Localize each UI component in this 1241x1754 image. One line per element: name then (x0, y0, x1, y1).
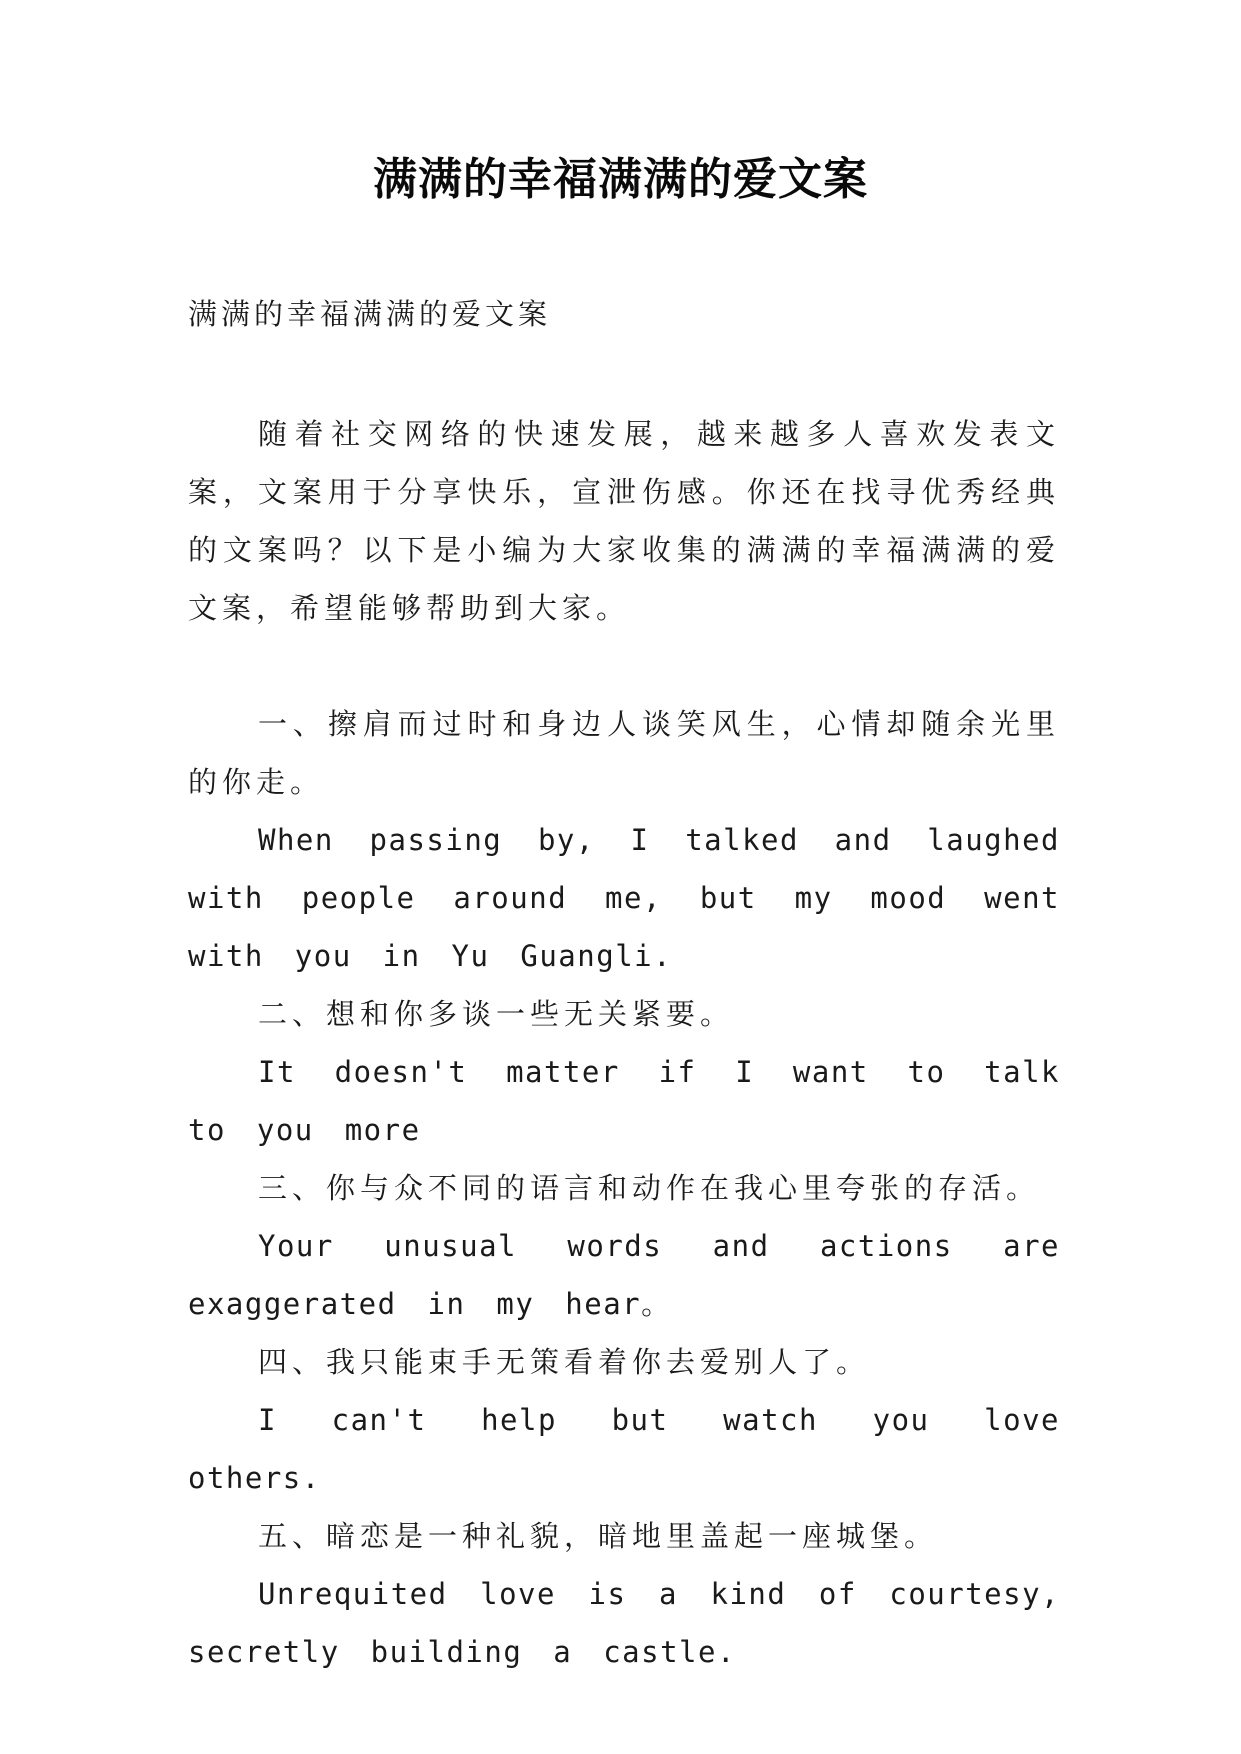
intro-paragraph: 随着社交网络的快速发展，越来越多人喜欢发表文案，文案用于分享快乐，宣泄伤感。你还在找寻优秀经典的文案吗？以下是小编为大家收集的满满的幸福满满的爱文案，希望能够帮助到大家。 (188, 417, 1060, 625)
entry-3-chinese: 三、你与众不同的语言和动作在我心里夸张的存活。 (258, 1171, 1041, 1205)
document-title: 满满的幸福满满的爱文案 (373, 154, 868, 205)
entry-1-chinese: 一、擦肩而过时和身边人谈笑风生，心情却随余光里的你走。 (188, 707, 1060, 799)
entry-3-english: Your unusual words and actions are exaggerated in my hear。 (188, 1229, 1060, 1321)
entry-4-chinese: 四、我只能束手无策看着你去爱别人了。 (258, 1345, 871, 1379)
entry-5-english: Unrequited love is a kind of courtesy, secretly building a castle. (188, 1577, 1060, 1669)
entry-2-english: It doesn't matter if I want to talk to you more (188, 1055, 1060, 1147)
entry-5-chinese: 五、暗恋是一种礼貌，暗地里盖起一座城堡。 (258, 1519, 939, 1553)
entry-list (188, 695, 1060, 1681)
entry-1-english: When passing by, I talked and laughed with people around me, but my mood went with you in Yu Guangli. (188, 823, 1060, 973)
entry-2-chinese: 二、想和你多谈一些无关紧要。 (258, 997, 735, 1031)
document-subtitle: 满满的幸福满满的爱文案 (188, 297, 552, 331)
entry-4-english: I can't help but watch you love others. (188, 1403, 1060, 1495)
